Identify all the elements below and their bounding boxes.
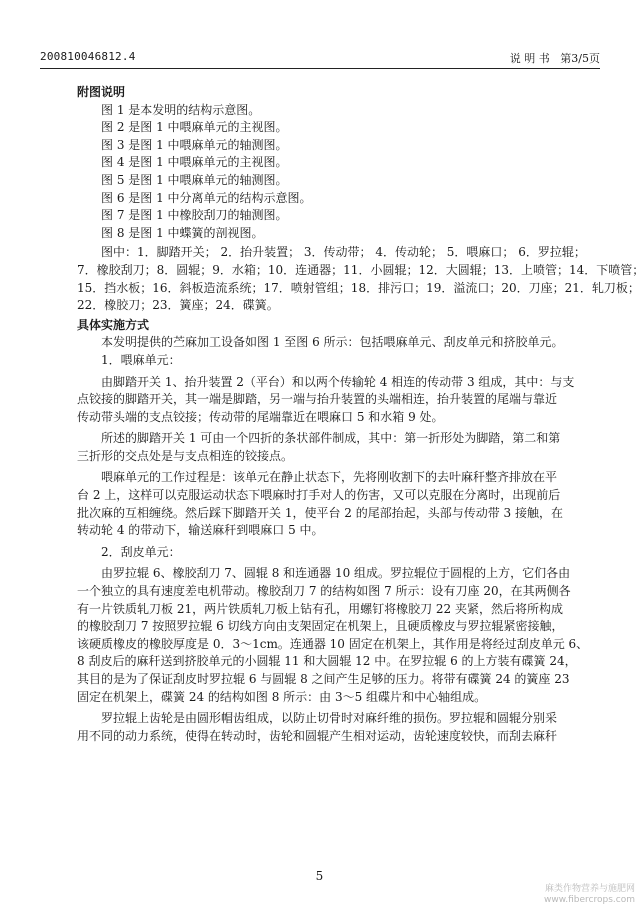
legend-line: 15．挡水板；16．斜板造流系统；17．喷射管组；18．排污口；19．溢流口；20．刀座；21．轧刀板； [77,280,640,295]
paragraph [77,469,577,539]
page-header [40,50,600,68]
figure-item: 图 3 是图 1 中喂麻单元的轴测图。 [101,137,288,152]
paragraph-line: 批次麻的互相缠绕。然后踩下脚踏开关 1，使平台 2 的尾部抬起，头部与传动带 3 接触，在 [77,505,563,520]
figure-item: 图 5 是图 1 中喂麻单元的轴测图。 [101,172,288,187]
figure-item: 图 2 是图 1 中喂麻单元的主视图。 [101,120,288,135]
legend-line: 22．橡胶刀；23．簧座；24．碟簧。 [77,298,279,313]
paragraph-line: 的橡胶刮刀 7 按照罗拉辊 6 切线方向由支架固定在机架上，且硬质橡皮与罗拉辊紧密接触， [77,619,564,634]
figure-item: 图 4 是图 1 中喂麻单元的主视图。 [101,155,288,170]
paragraph-line: 三折形的交点处是与支点相连的铰接点。 [77,448,294,463]
paragraph-line: 固定在机架上，碟簧 24 的结构如图 8 所示：由 3～5 组碟片和中心轴组成。 [77,689,487,704]
page-ref: 第3/5页 [560,52,600,65]
legend-paragraph [77,244,644,314]
watermark-url: www.fibercrops.com [544,895,635,905]
paragraph-line: 台 2 上，这样可以克服运动状态下喂麻时打手对人的伤害，又可以克服在分离时，出现前后 [77,488,561,503]
paragraph-line: 由脚踏开关 1、抬升装置 2（平台）和以两个传输轮 4 相连的传动带 3 组成，其中：与支 [101,374,575,389]
paragraph [77,565,589,706]
legend-line: 图中：1．脚踏开关； 2．抬升装置； 3．传动带； 4．传动轮； 5．喂麻口； 6．罗拉辊； [101,245,586,260]
paragraph-line: 其目的是为了保证刮皮时罗拉辊 6 与圆辊 8 之间产生足够的压力。将带有碟簧 24 的簧座 23 [77,672,570,686]
paragraph [77,710,577,745]
paragraph [77,430,577,465]
section-title-embodiment: 具体实施方式 [77,317,150,332]
legend-line: 7．橡胶刮刀；8．圆辊；9．水箱；10．连通器；11．小圆辊；12．大圆辊；13．上喷管；14．下喷管； [77,262,644,277]
header-rule [40,68,600,69]
header-right [510,50,600,66]
doc-type: 说 明 书 [509,52,550,65]
figure-item: 图 8 是图 1 中蝶簧的剖视图。 [101,225,264,240]
paragraph-line: 用不同的动力系统，使得在转动时，齿轮和圆辊产生相对运动，齿轮速度较快，而刮去麻秆 [77,728,558,743]
paragraph-line: 罗拉辊上齿轮是由圆形帽齿组成，以防止切骨时对麻纤维的损伤。罗拉辊和圆辊分别采 [101,711,558,726]
figure-item: 图 1 是本发明的结构示意图。 [101,102,261,117]
watermark [544,884,635,906]
paragraph [77,374,577,427]
page-number: 5 [315,869,324,883]
paragraph-line: 转动轮 4 的带动下，输送麻秆到喂麻口 5 中。 [77,523,324,538]
paragraph-line: 点铰接的脚踏开关，其一端是脚踏，另一端与抬升装置的头端相连，抬升装置的尾端与靠近 [77,392,558,407]
watermark-title: 麻类作物营养与施肥网 [544,884,635,894]
paragraph-line: 一个独立的具有速度差电机带动。橡胶刮刀 7 的结构如图 7 所示：设有刀座 20，在其两侧各 [77,584,571,599]
figure-item: 图 6 是图 1 中分离单元的结构示意图。 [101,190,312,205]
paragraph-line: 8 刮皮后的麻秆送到挤胶单元的小圆辊 11 和大圆辊 12 中。在罗拉辊 6 的上方装有碟簧 24， [77,654,577,669]
paragraph-line: 喂麻单元的工作过程是：该单元在静止状态下，先将刚收割下的去叶麻秆整齐排放在平 [101,470,558,485]
paragraph-line: 有一片铁质轧刀板 21，两片铁质轧刀板上钻有孔，用螺钉将橡胶刀 22 夹紧，然后将所构成 [77,601,563,616]
paragraph-line: 由罗拉辊 6、橡胶刮刀 7、圆辊 8 和连通器 10 组成。罗拉辊位于圆棍的上方，它们各由 [101,566,571,581]
subsection-heading-scrape: 2．刮皮单元： [101,544,181,559]
intro-line: 本发明提供的苎麻加工设备如图 1 至图 6 所示：包括喂麻单元、刮皮单元和挤胶单元。 [101,335,564,350]
paragraph-line: 所述的脚踏开关 1 可由一个四折的条状部件制成，其中：第一折形处为脚踏，第二和第 [101,431,561,446]
figure-list [77,102,577,243]
paragraph-line: 该硬质橡皮的橡胶厚度是 0．3～1cm。连通器 10 固定在机架上，其作用是将经过刮皮单元 6、 [77,636,589,651]
application-number: 200810046812.4 [40,50,136,63]
subsection-heading-feed: 1．喂麻单元： [101,352,181,367]
document-body [77,84,644,745]
figure-item: 图 7 是图 1 中橡胶刮刀的轴测图。 [101,208,288,223]
paragraph-line: 传动带头端的支点铰接；传动带的尾端靠近在喂麻口 5 和水箱 9 处。 [77,409,444,424]
section-title-figures: 附图说明 [77,85,126,99]
